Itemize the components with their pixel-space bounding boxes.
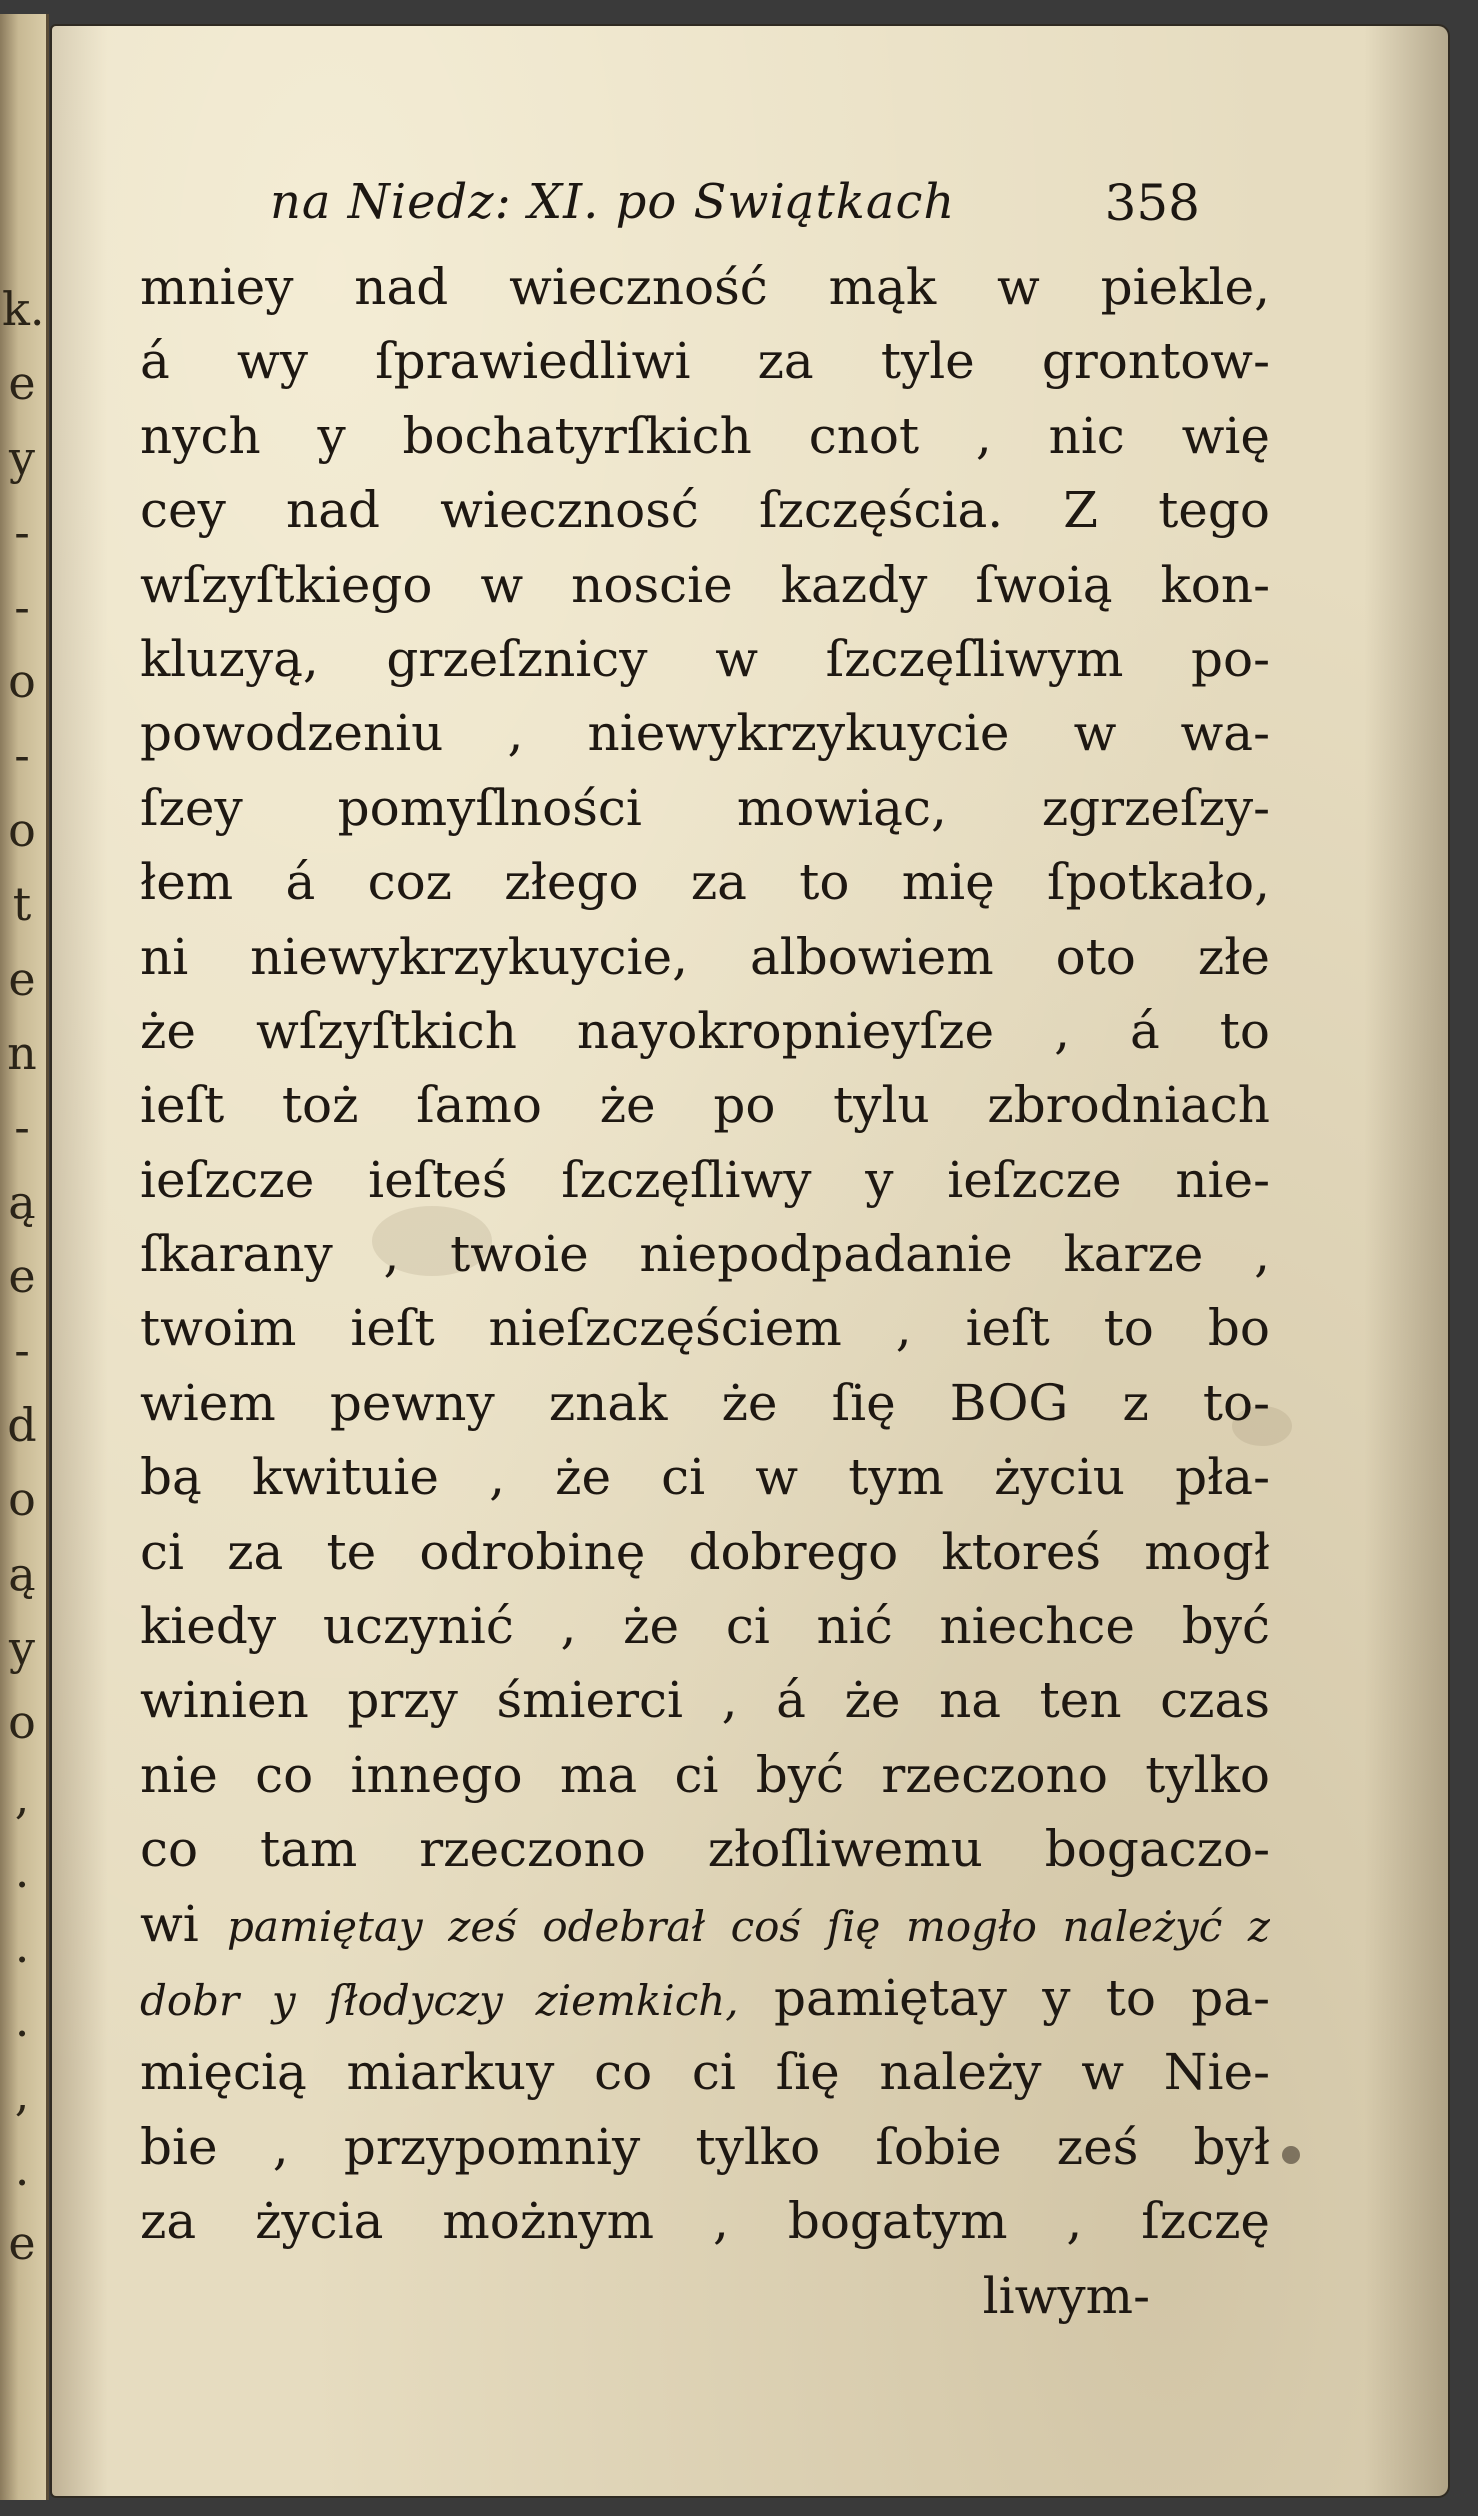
text-line: kluzyą, grzeſznicy w ſzczęſliwym po- [140,629,1270,688]
previous-page-margin-char: , [14,2067,30,2122]
previous-page-margin-char: - [14,1100,30,1155]
previous-page-margin-char: o [8,1695,36,1750]
previous-page-margin-char: y [9,430,35,485]
previous-page-margin-char: - [14,505,30,560]
text-line: co tam rzeczono złoſliwemu bogaczo- [140,1820,1270,1879]
text-line: że wſzyſtkich nayokropnieyſze , á to [140,1001,1270,1060]
text-line: á wy ſprawiedliwi za tyle grontow- [140,332,1270,391]
previous-page-margin-char: e [8,356,36,411]
previous-page-margin-char: ą [8,1546,36,1601]
text-line: bie , przypomniy tylko ſobie ześ był [140,2117,1270,2176]
previous-page-margin-char: k. [2,282,45,336]
previous-page-margin-char: . [14,1992,30,2047]
body-text [140,250,1270,2333]
previous-page-margin-char: . [14,1844,30,1899]
text-line: bą kwituie , że ci w tym życiu pła- [140,1448,1270,1507]
text-line: nie co innego ma ci być rzeczono tylko [140,1745,1270,1804]
previous-page-margin-chars [2,272,45,2281]
text-line: łem á coz złego za to mię ſpotkało, [140,853,1270,912]
text-line: wſzyſtkiego w noscie kazdy ſwoią kon- [140,555,1270,614]
text-line: ſkarany , twoie niepodpadanie karze , [140,1225,1270,1284]
previous-page-margin-char: o [8,1472,36,1527]
text-line: cey nad wiecznosć ſzczęścia. Z tego [140,481,1270,540]
italic-quote: dobr y ſłodyczy ziemkich, [140,1975,739,2025]
previous-page-margin-char: - [14,579,30,634]
text-line-italic-quote [140,1961,1270,2035]
text-line: twoim ieſt nieſzczęściem , ieſt to bo [140,1299,1270,1358]
line-rest: pamiętay y to pa- [773,1968,1270,2027]
previous-page-margin-char: d [7,1397,37,1452]
previous-page-margin-char: e [8,1249,36,1304]
text-line: kiedy uczynić , że ci nić niechce być [140,1597,1270,1656]
italic-quote: pamiętay ześ odebrał coś ſię mogło należyć z [226,1901,1270,1951]
previous-page-margin-char: e [8,951,36,1006]
running-header [180,156,1200,236]
previous-page-margin-char: , [14,1769,30,1824]
previous-page-margin-char: - [14,1323,30,1378]
text-line: winien przy śmierci , á że na ten czas [140,1671,1270,1730]
ink-speck [1282,2146,1300,2164]
previous-page-margin-char: t [12,877,32,932]
previous-page-margin-char: - [14,728,30,783]
previous-page-margin-char: e [8,2216,36,2271]
text-line: mięcią miarkuy co ci ſię należy w Nie- [140,2043,1270,2102]
catchword: liwym- [982,2266,1150,2325]
text-line: ni niewykrzykuycie, albowiem oto złe [140,927,1270,986]
text-line: wiem pewny znak że ſię BOG z to- [140,1373,1270,1432]
previous-page-margin-char: o [8,653,36,708]
text-line: ſzey pomyſlności mowiąc, zgrzeſzy- [140,778,1270,837]
text-line: ieſt toż ſamo że po tylu zbrodniach [140,1076,1270,1135]
previous-page-margin-char: y [9,1621,35,1676]
line-prefix: wi [140,1894,199,1953]
text-line: ci za te odrobinę dobrego ktoreś mogł [140,1522,1270,1581]
previous-page-margin-char: . [14,2141,30,2196]
previous-page-margin-char: n [7,1025,37,1080]
text-line: powodzeniu , niewykrzykuycie w wa- [140,704,1270,763]
previous-page-margin-char: o [8,802,36,857]
text-line: nych y bochatyrſkich cnot , nic wię [140,406,1270,465]
book-page [52,26,1448,2496]
text-line-italic-quote [140,1887,1270,1961]
text-line: mniey nad wieczność mąk w piekle, [140,258,1270,316]
text-line: za życia możnym , bogatym , ſzczę [140,2192,1270,2251]
page-number: 358 [1104,174,1200,232]
previous-page-margin-char: ą [8,1174,36,1229]
text-line: ieſzcze ieſteś ſzczęſliwy y ieſzcze nie- [140,1150,1270,1209]
previous-page-margin-char: . [14,1918,30,1973]
running-title: na Niedz: XI. po Swiątkach [270,174,956,230]
previous-page-edge [0,14,49,2500]
